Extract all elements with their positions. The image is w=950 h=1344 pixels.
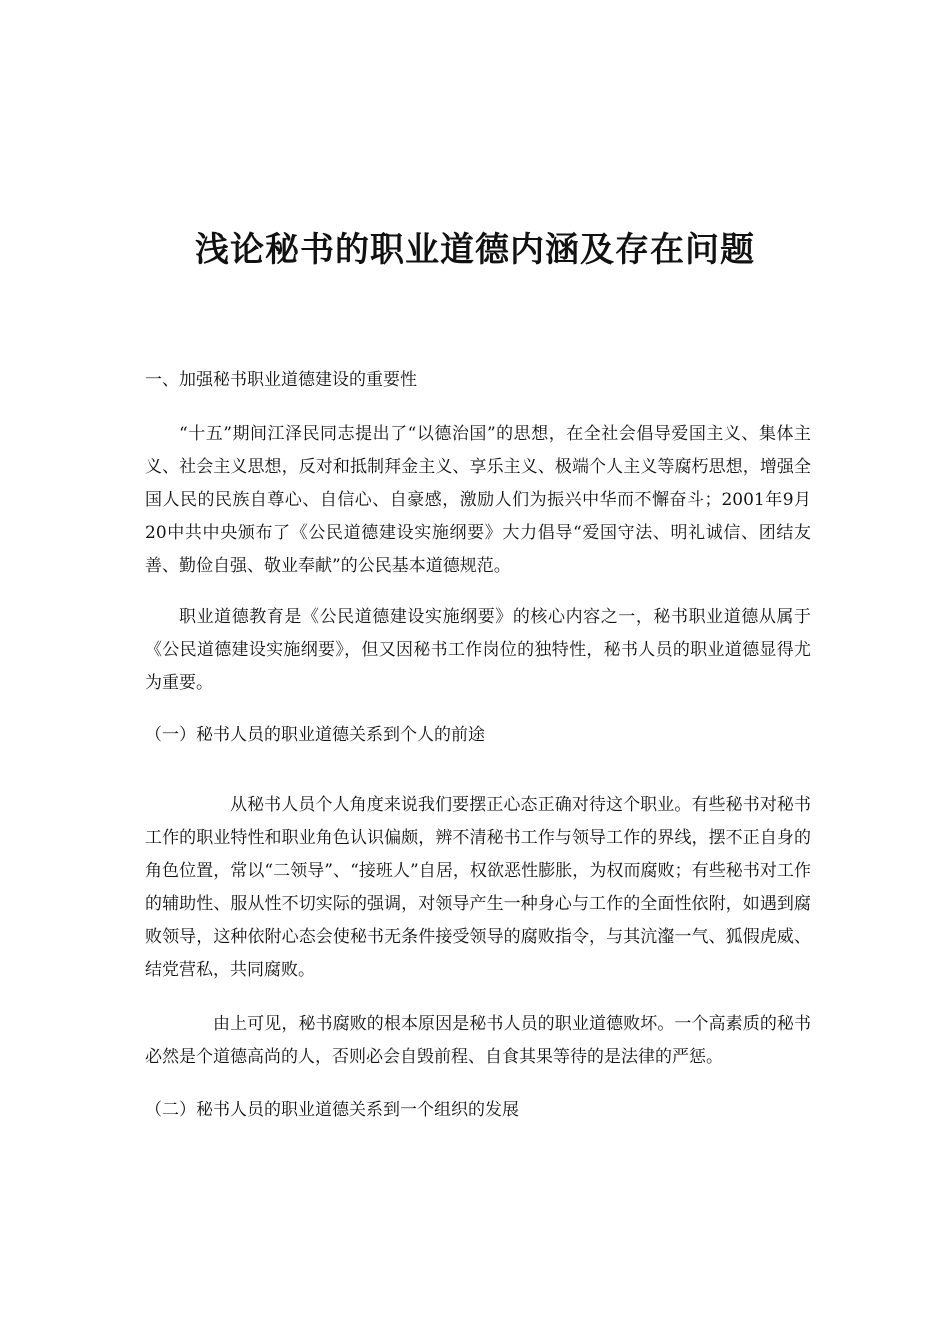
subsection-heading: （二）秘书人员的职业道德关系到一个组织的发展 <box>145 1100 519 1120</box>
section-heading: 一、加强秘书职业道德建设的重要性 <box>145 370 417 390</box>
document-body <box>145 364 811 1127</box>
paragraph: “十五”期间江泽民同志提出了“以德治国”的思想，在全社会倡导爱国主义、集体主义、社会主义思想，反对和抵制拜金主义、享乐主义、极端个人主义等腐朽思想，增强全国人民的民族自尊心、自信心、自豪感，激励人们为振兴中华而不懈奋斗；2001年9月20中共中央颁布了《公民道德建设实施纲要》大力倡导“爱国守法、明礼诚信、团结友善、勤俭自强、敬业奉献”的公民基本道德规范。 <box>145 424 811 576</box>
paragraph: 从秘书人员个人角度来说我们要摆正心态正确对待这个职业。有些秘书对秘书工作的职业特性和职业角色认识偏颇，辨不清秘书工作与领导工作的界线，摆不正自身的角色位置，常以“二领导”、“接班人”自居，权欲恶性膨胀，为权而腐败；有些秘书对工作的辅助性、服从性不切实际的强调，对领导产生一种身心与工作的全面性依附，如遇到腐败领导，这种依附心态会使秘书无条件接受领导的腐败指令，与其沆瀣一气、狐假虎威、结党营私，共同腐败。 <box>145 795 811 980</box>
subsection-heading: （一）秘书人员的职业道德关系到个人的前途 <box>145 725 485 745</box>
document-title: 浅论秘书的职业道德内涵及存在问题 <box>195 230 755 270</box>
paragraph: 职业道德教育是《公民道德建设实施纲要》的核心内容之一，秘书职业道德从属于《公民道德建设实施纲要》，但又因秘书工作岗位的独特性，秘书人员的职业道德显得尤为重要。 <box>145 607 811 693</box>
paragraph: 由上可见，秘书腐败的根本原因是秘书人员的职业道德败坏。一个高素质的秘书必然是个道德高尚的人，否则必会自毁前程、自食其果等待的是法律的严惩。 <box>145 1014 811 1067</box>
